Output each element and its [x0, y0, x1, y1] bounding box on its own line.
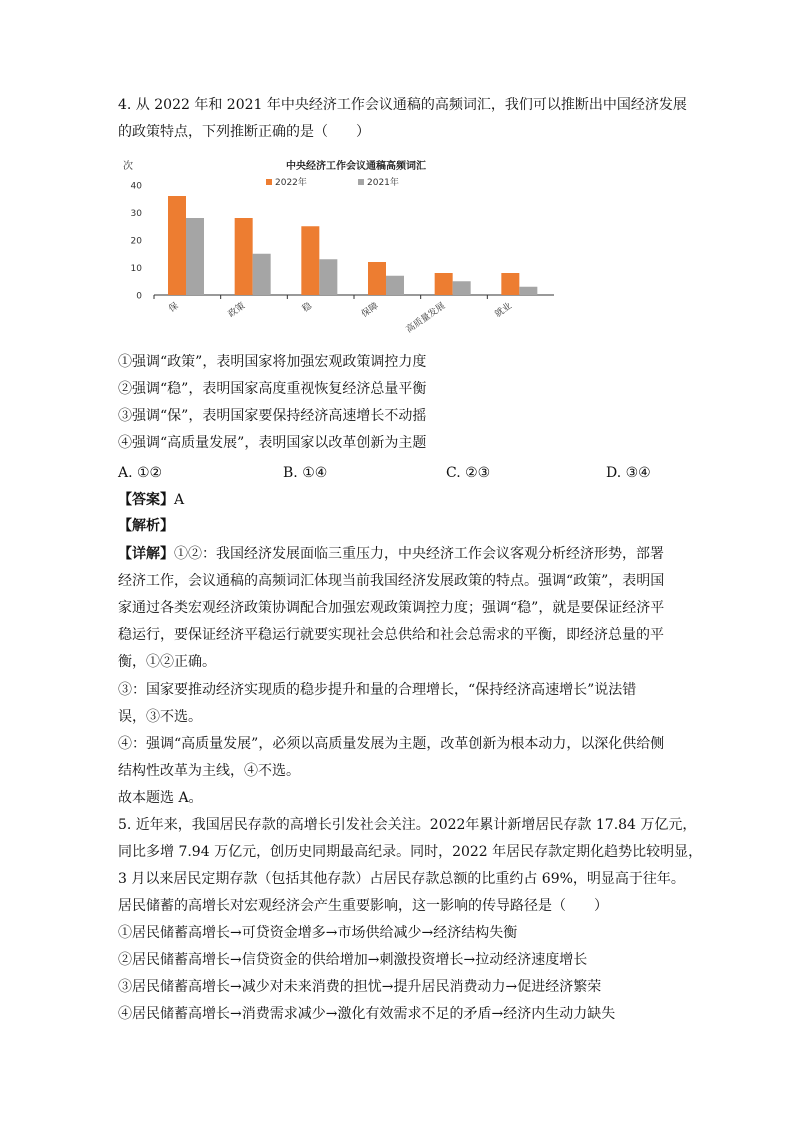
detail-line-4: 稳运行，要保证经济平稳运行就要实现社会总供给和社会总需求的平衡，即经济总量的平: [118, 627, 664, 643]
bar-2-series-2: [253, 254, 271, 295]
answer-value: A: [174, 492, 185, 508]
x-tick-label-3: 稳: [300, 301, 314, 315]
x-tick-label-1: 保: [167, 301, 181, 315]
bar-4-series-2: [386, 276, 404, 295]
q5-stem-line-2: 同比多增 7.94 万亿元，创历史同期最高纪录。同时，2022 年居民存款定期化趋势比较明显，: [118, 844, 703, 860]
legend-swatch-1: [266, 179, 272, 185]
q4-option-d: D. ③④: [606, 465, 651, 481]
bar-1-series-1: [168, 196, 186, 295]
detail-line-5: 衡，①②正确。: [118, 654, 216, 670]
q4-statement-4: ④强调“高质量发展”，表明国家以改革创新为主题: [118, 435, 427, 451]
q4-option-c: C. ②③: [446, 465, 491, 481]
bar-6-series-2: [519, 287, 537, 295]
chart-title: 中央经济工作会议通稿高频词汇: [286, 161, 426, 172]
q5-statement-1: ①居民储蓄高增长→可贷资金增多→市场供给减少→经济结构失衡: [118, 925, 518, 941]
q5-stem-line-1: 5. 近年来，我国居民存款的高增长引发社会关注。2022年累计新增居民存款 17.84 万亿元，: [118, 817, 697, 833]
q4-stem-line-2: 的政策特点，下列推断正确的是（ ）: [118, 124, 370, 140]
bar-6-series-1: [501, 273, 519, 295]
x-tick-label-6: 就业: [493, 301, 514, 320]
q4-statement-2: ②强调“稳”，表明国家高度重视恢复经济总量平衡: [118, 381, 427, 397]
legend-swatch-2: [358, 179, 364, 185]
y-axis-label: 次: [123, 161, 133, 172]
detail-label: 【详解】: [118, 546, 174, 562]
x-tick-label-2: 政策: [226, 301, 248, 320]
answer-line: [118, 490, 184, 510]
answer-label: 【答案】: [118, 492, 174, 508]
bar-5-series-2: [453, 281, 471, 295]
q5-statement-4: ④居民储蓄高增长→消费需求减少→激化有效需求不足的矛盾→经济内生动力缺失: [118, 1006, 616, 1022]
detail-line-10: 故本题选 A。: [118, 790, 203, 806]
bar-1-series-2: [186, 218, 204, 295]
legend-label-1: 2022年: [275, 178, 307, 188]
detail-line-3: 家通过各类宏观经济政策协调配合加强宏观政策调控力度；强调“稳”，就是要保证经济平: [118, 600, 665, 616]
detail-line-9: 结构性改革为主线，④不选。: [118, 763, 300, 779]
high-frequency-words-bar-chart: [118, 155, 558, 350]
q5-statement-3: ③居民储蓄高增长→减少对未来消费的担忧→提升居民消费动力→促进经济繁荣: [118, 979, 602, 995]
x-tick-label-4: 保障: [360, 301, 381, 320]
detail-line-8: ④：强调“高质量发展”，必须以高质量发展为主题，改革创新为根本动力，以深化供给侧: [118, 736, 665, 752]
analysis-label: 【解析】: [118, 518, 174, 534]
q4-statement-3: ③强调“保”，表明国家要保持经济高速增长不动摇: [118, 408, 427, 424]
y-tick-label-4: 30: [130, 209, 142, 219]
legend-label-2: 2021年: [367, 178, 399, 188]
x-tick-label-5: 高质量发展: [404, 301, 448, 336]
q5-statement-2: ②居民储蓄高增长→信贷资金的供给增加→刺激投资增长→拉动经济速度增长: [118, 952, 588, 968]
y-tick-label-5: 40: [130, 181, 142, 192]
bar-2-series-1: [235, 218, 253, 295]
detail-line-1: [118, 544, 664, 564]
bar-4-series-1: [368, 262, 386, 295]
bar-5-series-1: [435, 273, 453, 295]
q4-option-a: A. ①②: [118, 465, 163, 481]
q4-stem-line-1: 4. 从 2022 年和 2021 年中央经济工作会议通稿的高频词汇，我们可以推断出中国经济发展: [118, 97, 687, 113]
q4-option-b: B. ①④: [283, 465, 328, 481]
detail-line-6: ③：国家要推动经济实现质的稳步提升和量的合理增长，“保持经济高速增长”说法错: [118, 682, 637, 698]
y-tick-label-3: 20: [130, 236, 142, 247]
detail-text-1: ①②：我国经济发展面临三重压力，中央经济工作会议客观分析经济形势，部署: [174, 546, 664, 562]
detail-line-2: 经济工作，会议通稿的高频词汇体现当前我国经济发展政策的特点。强调“政策”，表明国: [118, 573, 665, 589]
detail-line-7: 误，③不选。: [118, 709, 202, 725]
bar-3-series-2: [319, 259, 337, 295]
y-tick-label-1: 0: [136, 291, 142, 302]
q5-stem-line-3: 3 月以来居民定期存款（包括其他存款）占居民存款总额的比重约占 69%，明显高于往年。: [118, 871, 685, 887]
q4-statement-1: ①强调“政策”，表明国家将加强宏观政策调控力度: [118, 354, 427, 370]
q5-stem-line-4: 居民储蓄的高增长对宏观经济会产生重要影响，这一影响的传导路径是（ ）: [118, 898, 608, 914]
y-tick-label-2: 10: [130, 264, 142, 274]
bar-3-series-1: [301, 226, 319, 295]
